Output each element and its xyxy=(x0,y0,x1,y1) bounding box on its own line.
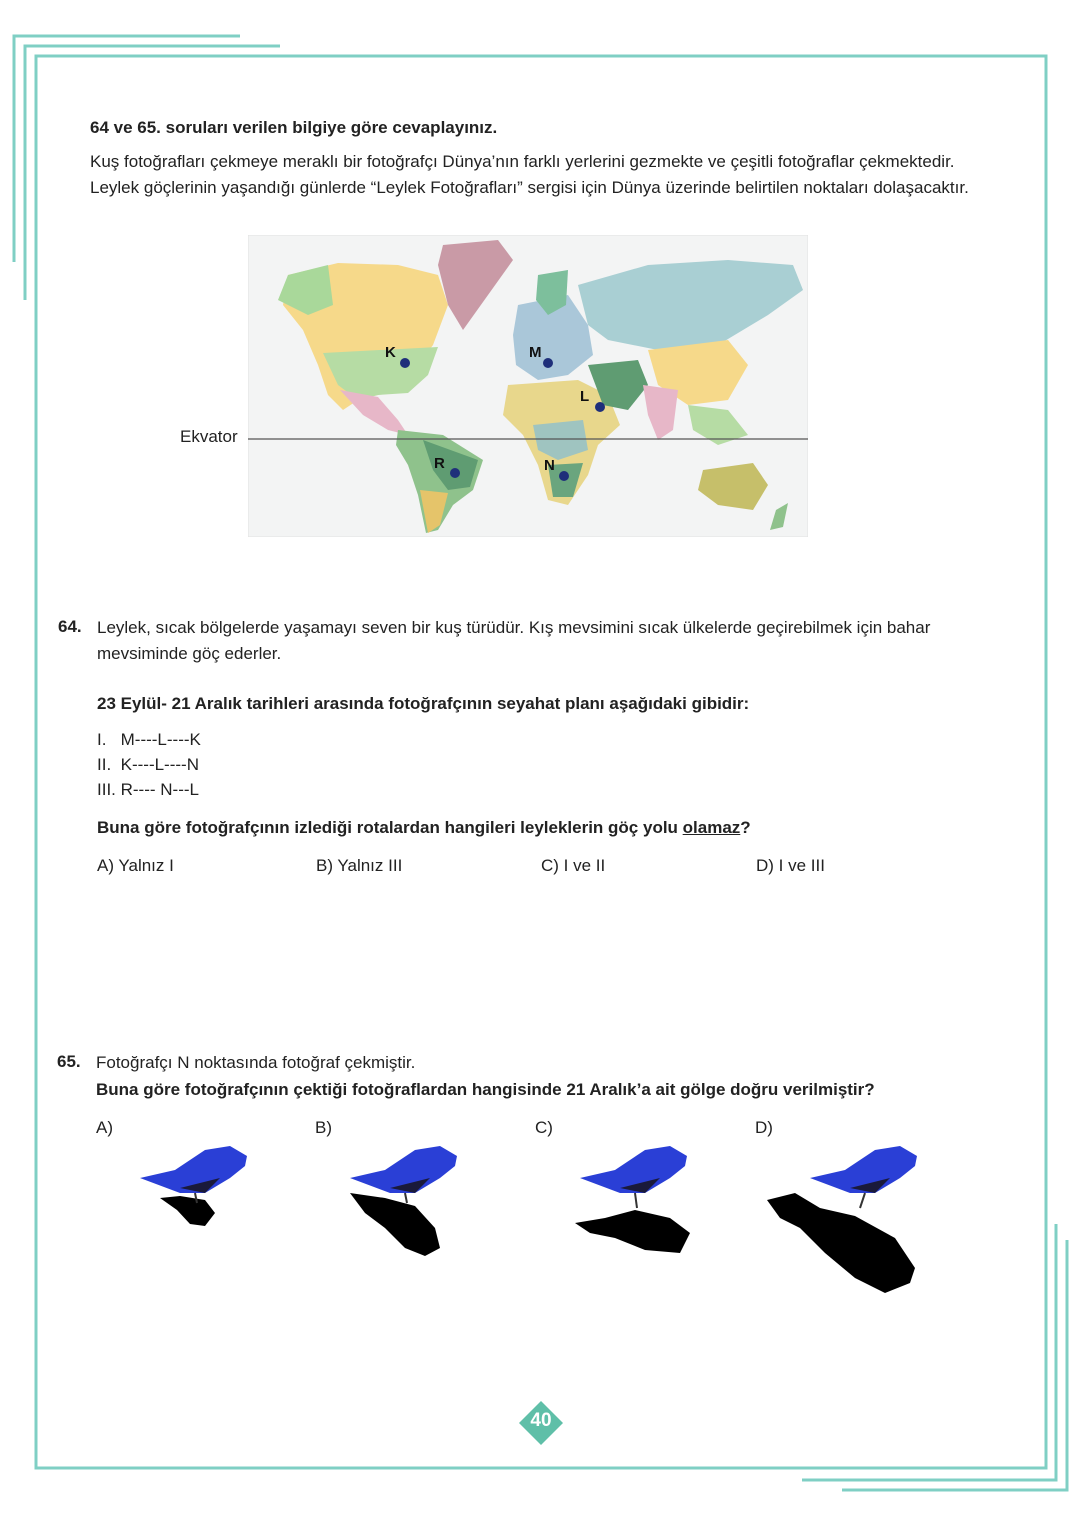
q65-option-c[interactable]: C) xyxy=(535,1118,553,1137)
intro-line-2: Leylek göçlerinin yaşandığı günlerde “Leylek Fotoğrafları” sergisi için Dünya üzerinde belirtilen noktaları dolaşacaktır. xyxy=(90,178,969,197)
bird-photo-c[interactable] xyxy=(575,1138,700,1258)
bird-photo-a[interactable] xyxy=(135,1138,260,1233)
page-number: 40 xyxy=(530,1410,552,1431)
label-n: N xyxy=(544,457,555,474)
label-l: L xyxy=(580,388,590,405)
q64-route-3: III. R---- N---L xyxy=(97,780,199,799)
q65-question: Buna göre fotoğrafçının çektiği fotoğraflardan hangisinde 21 Aralık’a ait gölge doğru verilmiştir? xyxy=(96,1080,875,1099)
shadow-c xyxy=(575,1210,690,1253)
point-n xyxy=(559,471,569,481)
q64-plan-title: 23 Eylül- 21 Aralık tarihleri arasında fotoğrafçının seyahat planı aşağıdaki gibidir: xyxy=(97,694,750,713)
q64-option-c[interactable]: C) I ve II xyxy=(541,856,606,875)
equator-label: Ekvator xyxy=(180,427,238,446)
q64-option-a[interactable]: A) Yalnız I xyxy=(97,856,174,875)
q64-option-d[interactable]: D) I ve III xyxy=(756,856,825,875)
point-m xyxy=(543,358,553,368)
q64-option-b[interactable]: B) Yalnız III xyxy=(316,856,403,875)
q64-question: Buna göre fotoğrafçının izlediği rotalardan hangileri leyleklerin göç yolu olamaz? xyxy=(97,818,751,837)
shadow-a xyxy=(160,1196,215,1226)
point-r xyxy=(450,468,460,478)
label-m: M xyxy=(529,344,542,361)
label-k: K xyxy=(385,344,396,361)
point-l xyxy=(595,402,605,412)
q65-number: 65. xyxy=(57,1052,81,1071)
shadow-d xyxy=(767,1193,915,1293)
label-r: R xyxy=(434,455,445,472)
q65-option-b[interactable]: B) xyxy=(315,1118,332,1137)
q65-option-d[interactable]: D) xyxy=(755,1118,773,1137)
q64-route-2: II. K----L----N xyxy=(97,755,199,774)
bird-photo-b[interactable] xyxy=(345,1138,470,1258)
shadow-b xyxy=(350,1193,440,1256)
world-map xyxy=(248,235,808,537)
q64-route-1: I. M----L----K xyxy=(97,730,201,749)
q65-text-1: Fotoğrafçı N noktasında fotoğraf çekmiştir. xyxy=(96,1053,416,1072)
bird-photo-d[interactable] xyxy=(765,1138,925,1298)
intro-line-1: Kuş fotoğrafları çekmeye meraklı bir fotoğrafçı Dünya’nın farklı yerlerini gezmekte ve çeşitli fotoğraflar çekmektedir. xyxy=(90,152,955,171)
q64-text-2: mevsiminde göç ederler. xyxy=(97,644,282,663)
point-k xyxy=(400,358,410,368)
q64-text-1: Leylek, sıcak bölgelerde yaşamayı seven bir kuş türüdür. Kış mevsimini sıcak ülkelerde geçirebilmek için bahar xyxy=(97,618,931,637)
q65-option-a[interactable]: A) xyxy=(96,1118,113,1137)
intro-heading: 64 ve 65. soruları verilen bilgiye göre cevaplayınız. xyxy=(90,118,498,137)
q64-number: 64. xyxy=(58,617,82,636)
q64-negative-word: olamaz xyxy=(682,818,741,837)
